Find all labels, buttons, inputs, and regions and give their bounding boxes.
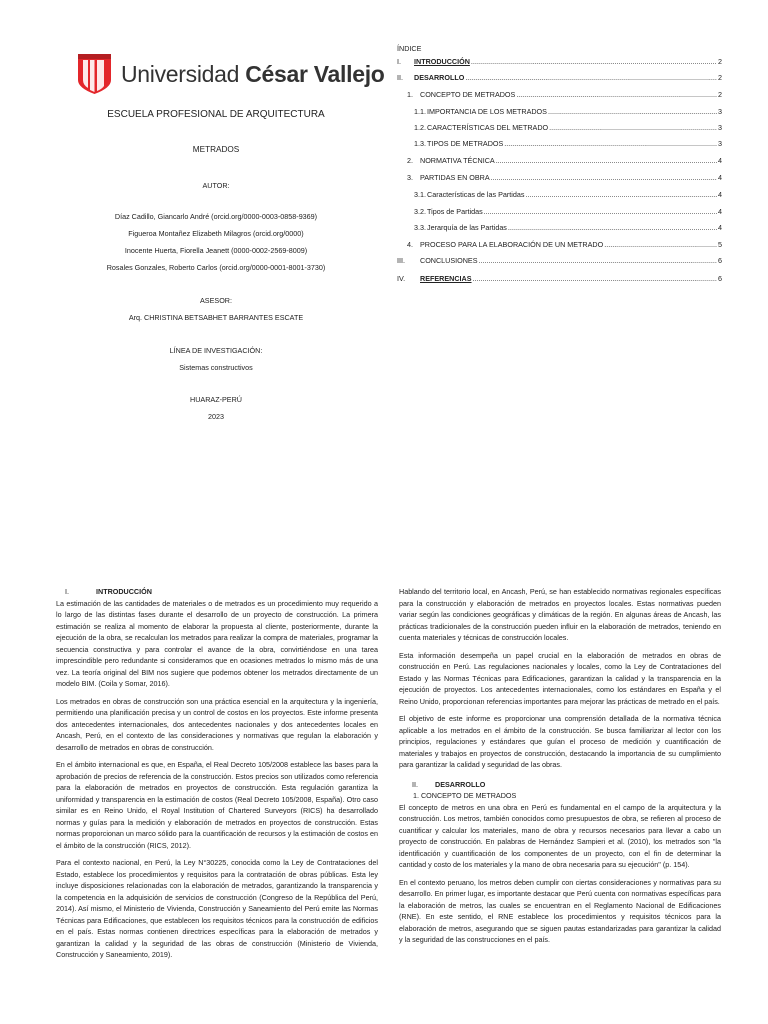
toc-entry-page: 4: [718, 156, 722, 165]
document-title: METRADOS: [192, 145, 240, 154]
content-page: [0, 560, 768, 1024]
toc-entry-page: 3: [718, 107, 722, 116]
toc-entry-number: 1.3.: [414, 139, 426, 148]
author-line: Díaz Cadillo, Giancarlo André (orcid.org/0000-0003-0858-9369): [114, 212, 318, 221]
logo-text-bold: César Vallejo: [245, 60, 385, 87]
section-heading-introduction: [56, 586, 378, 598]
toc-entry-number: 4.: [407, 240, 413, 249]
toc-entry[interactable]: [407, 173, 722, 182]
toc-entry-number: 1.1.: [414, 107, 426, 116]
advisor-name: Arq. CHRISTINA BETSABHET BARRANTES ESCATE: [128, 313, 304, 322]
toc-entry[interactable]: [414, 123, 722, 132]
toc-entry-number: IV.: [397, 274, 406, 283]
toc-entry-number: 3.: [407, 173, 413, 182]
toc-leader-dots: [491, 173, 717, 182]
toc-entry-label: Características de las Partidas: [427, 190, 525, 199]
body-paragraph: Esta información desempeña un papel crucial en la elaboración de metrados en obras de construcción en Perú. Las regulaciones nacionales y locales, como la Ley de Contrataciones del Estado y las Normas Técnicas para Edificaciones, garantizan la calidad y la transparencia en la ejecución de proyectos. Los antecedentes internacionales, como los estándares en España y el Reino Unido, proporcionan referencias importantes para mejorar las prácticas de metrado en el país.: [399, 650, 721, 706]
toc-entry-number: 1.: [407, 90, 413, 99]
toc-leader-dots: [504, 139, 717, 148]
toc-entry-label: Jerarquía de las Partidas: [427, 223, 507, 232]
toc-entry-label: DESARROLLO: [414, 73, 465, 82]
toc-entry-page: 6: [718, 274, 722, 283]
toc-entry-number: 3.3.: [414, 223, 426, 232]
year: 2023: [208, 412, 224, 421]
toc-entry-page: 2: [718, 73, 722, 82]
toc-entry-label: NORMATIVA TÉCNICA: [420, 156, 495, 165]
toc-entry-label: Tipos de Partidas: [427, 207, 483, 216]
right-column: [399, 586, 721, 952]
toc-entry[interactable]: [407, 240, 722, 249]
section-title: DESARROLLO: [435, 779, 486, 789]
author-line: Figueroa Montañez Elizabeth Milagros (orcid.org/0000): [128, 229, 304, 238]
toc-entry-page: 3: [718, 123, 722, 132]
section-number: I.: [65, 587, 69, 596]
toc-entry[interactable]: [414, 207, 722, 216]
toc-leader-dots: [525, 190, 717, 199]
toc-entry[interactable]: [414, 190, 722, 199]
research-line-label: LÍNEA DE INVESTIGACIÓN:: [169, 346, 263, 355]
toc-entry-page: 4: [718, 190, 722, 199]
author-label: AUTOR:: [202, 181, 230, 190]
toc-leader-dots: [508, 223, 717, 232]
toc-leader-dots: [479, 256, 717, 265]
toc-heading: ÍNDICE: [397, 44, 422, 53]
toc-entry-number: 2.: [407, 156, 413, 165]
toc-entry-number: III.: [397, 256, 405, 265]
body-paragraph: En el ámbito internacional es que, en España, el Real Decreto 105/2008 establece las bases para la aprobación de precios de referencia de la construcción. Estos precios son utilizados como referencia para la elaboración de metrados en proyectos de construcción. Esta regulación garantiza la uniformidad y transparencia en la estimación de costos (Real Decreto 105/2008, España). Otro caso similar es en Reino Unido, el Royal Institution of Chartered Surveyors (RICS) ha desarrollado normas y guías para la medición y elaboración de metrados en proyectos de construcción. Estas normas proporcionan un marco sólido para la cuantificación de recursos y la estimación de costos en el ámbito de la construcción (RICS, 2012).: [56, 760, 379, 850]
toc-entry-page: 6: [718, 256, 722, 265]
toc-entry[interactable]: [397, 256, 722, 265]
toc-entry-page: 4: [718, 173, 722, 182]
toc-entry-page: 2: [718, 90, 722, 99]
author-line: Inocente Huerta, Fiorella Jeanett (0000-0002-2569-8009): [124, 246, 308, 255]
toc-entry-label: PARTIDAS EN OBRA: [420, 173, 490, 182]
body-paragraph: Hablando del territorio local, en Ancash, Perú, se han establecido normativas regionales específicas para la construcción y elaboración de metrados en proyectos locales. Estas normativas pueden variar según las condiciones geográficas y climáticas de la región. En algunas áreas de Ancash, las prácticas tradicionales de la construcción pueden influir en la elaboración de metrados, teniendo en cuenta materiales y técnicas de construcción locales.: [399, 587, 721, 642]
subsection-heading: 1. CONCEPTO DE METRADOS: [413, 791, 517, 800]
school-name: ESCUELA PROFESIONAL DE ARQUITECTURA: [107, 109, 325, 120]
body-paragraph: Los metrados en obras de construcción son una práctica esencial en la arquitectura y la ingeniería, permitiendo una planificación precisa y un control de costos en los proyectos. Este informe presenta dos antecedentes internacionales, dos antecedentes nacionales y dos antecedentes locales en Ancash, Perú, en el contexto de las consideraciones y normativas que regulan la elaboración y desarrollo de metrados en obras de construcción.: [56, 696, 378, 752]
toc-entry[interactable]: [414, 107, 722, 116]
research-line-value: Sistemas constructivos: [179, 363, 253, 372]
toc-leader-dots: [496, 156, 717, 165]
university-logo: [78, 54, 385, 94]
logo-text-light: Universidad: [121, 60, 240, 87]
section-number: II.: [412, 779, 418, 789]
toc-entry[interactable]: [397, 274, 722, 283]
body-paragraph: Para el contexto nacional, en Perú, la Ley N°30225, conocida como la Ley de Contrataciones del Estado, establece los procedimientos y requisitos para la contratación de obras públicas. Esta ley incluye disposiciones relacionadas con la elaboración de metrados, garantizando la transparencia y la competencia en la adquisición de servicios de construcción (Congreso de la República del Perú, 2014). Así mismo, el Ministerio de Vivienda, Construcción y Saneamiento del Perú emite las Normas Técnicas para Edificaciones, que establecen los requisitos técnicos para la construcción de edificios en el país. Estas normas contienen directrices específicas para la elaboración de metrados y garantizan la calidad y la seguridad de las obras de construcción (Ministerio de Vivienda, Construcción y Saneamiento, 2019).: [56, 858, 378, 959]
toc-leader-dots: [549, 123, 717, 132]
toc-entry-page: 2: [718, 57, 722, 66]
toc-entry[interactable]: [407, 90, 722, 99]
toc-entry-label: REFERENCIAS: [420, 274, 472, 283]
body-paragraph: La estimación de las cantidades de materiales o de metrados es un procedimiento muy requerido a lo largo de las distintas fases durante el desarrollo de un proyecto de construcción. La primera estimación se realiza al momento de elaborar la propuesta al cliente, posteriormente, durante la ejecución de la obra, se recalculan los metrados para realizar la compra de materiales, programar la secuencia constructiva y para controlar el avance de la obra, convirtiéndose en una tarea imprescindible pero redundante si consideramos que en ocasiones metrados lo mismo más de una vez. La teoría original del BIM nos sugiere que podemos obtener los metrados directamente de un modelo BIM. (Coila y Somar, 2016).: [56, 598, 378, 688]
toc-entry-number: 3.1.: [414, 190, 426, 199]
toc-entry[interactable]: [407, 156, 722, 165]
left-column: [56, 586, 378, 967]
toc-entry-label: PROCESO PARA LA ELABORACIÓN DE UN METRADO: [420, 240, 604, 249]
body-paragraph: El objetivo de este informe es proporcionar una comprensión detallada de la normativa técnica aplicable a los metrados en el ámbito de la construcción. Se busca familiarizar al lector con los principios, regulaciones y estándares que guían el proceso de medición y cuantificación de materiales y trabajos en proyectos de construcción, destacando la importancia de su cumplimiento para garantizar la calidad y seguridad de las obras.: [399, 714, 721, 769]
toc-entry-number: 3.2.: [414, 207, 426, 216]
section-heading-development: [399, 779, 721, 791]
advisor-label: ASESOR:: [200, 296, 232, 305]
section-title: INTRODUCCIÓN: [96, 587, 152, 596]
toc-entry-page: 3: [718, 139, 722, 148]
body-paragraph: El concepto de metros en una obra en Perú es fundamental en el campo de la arquitectura y la construcción. Los metros, también conocidos como presupuestos de obra, se refieren al proceso de cuantificar y calcular los materiales, mano de obra y recursos necesarios para llevar a cabo un proyecto de construcción. En palabras de Hernández Sampieri et al. (2010), los metrados son "la identificación y cuantificación de los componentes de un proyecto, con el fin de determinar la cantidad y costo de los materiales y la mano de obra necesaria para su ejecución" (p. 154).: [399, 802, 721, 869]
toc-entry-number: 1.2.: [414, 123, 426, 132]
toc-entry-label: IMPORTANCIA DE LOS METRADOS: [427, 107, 547, 116]
body-paragraph: En el contexto peruano, los metros deben cumplir con ciertas consideraciones y normativas para su desarrollo. En primer lugar, es importante destacar que Perú cuenta con normativas específicas para la elaboración de metros, las cuales se encuentran en el Reglamento Nacional de Edificaciones (RNE). En este sentido, el RNE establece los procedimientos y requisitos técnicos para la elaboración de metros, asegurando que se siguen pautas estandarizadas para garantizar la calidad y la seguridad de las construcciones en el país.: [399, 877, 721, 944]
toc-entry-number: I.: [397, 57, 401, 66]
university-shield-icon: [78, 54, 111, 94]
toc-leader-dots: [473, 274, 717, 283]
author-line: Rosales Gonzales, Roberto Carlos (orcid.org/0000-0001-8001-3730): [106, 263, 326, 272]
toc-entry[interactable]: [397, 57, 722, 66]
toc-entry-label: CONCEPTO DE METRADOS: [420, 90, 516, 99]
toc-entry-number: II.: [397, 73, 403, 82]
toc-leader-dots: [516, 90, 717, 99]
toc-entry-label: CARACTERÍSTICAS DEL METRADO: [427, 123, 549, 132]
toc-entry[interactable]: [414, 223, 722, 232]
toc-entry-page: 5: [718, 240, 722, 249]
toc-entry-page: 4: [718, 223, 722, 232]
toc-entry-label: TIPOS DE METRADOS: [427, 139, 504, 148]
toc-leader-dots: [548, 107, 717, 116]
toc-leader-dots: [484, 207, 717, 216]
toc-leader-dots: [465, 73, 717, 82]
toc-entry-page: 4: [718, 207, 722, 216]
toc-entry-label: CONCLUSIONES: [420, 256, 478, 265]
toc-leader-dots: [604, 240, 717, 249]
place: HUARAZ-PERÚ: [190, 395, 242, 404]
logo-wordmark: [121, 61, 385, 88]
toc-entry[interactable]: [414, 139, 722, 148]
toc-entry[interactable]: [397, 73, 722, 82]
toc-entry-label: INTRODUCCIÓN: [414, 57, 470, 66]
toc-leader-dots: [471, 57, 717, 66]
